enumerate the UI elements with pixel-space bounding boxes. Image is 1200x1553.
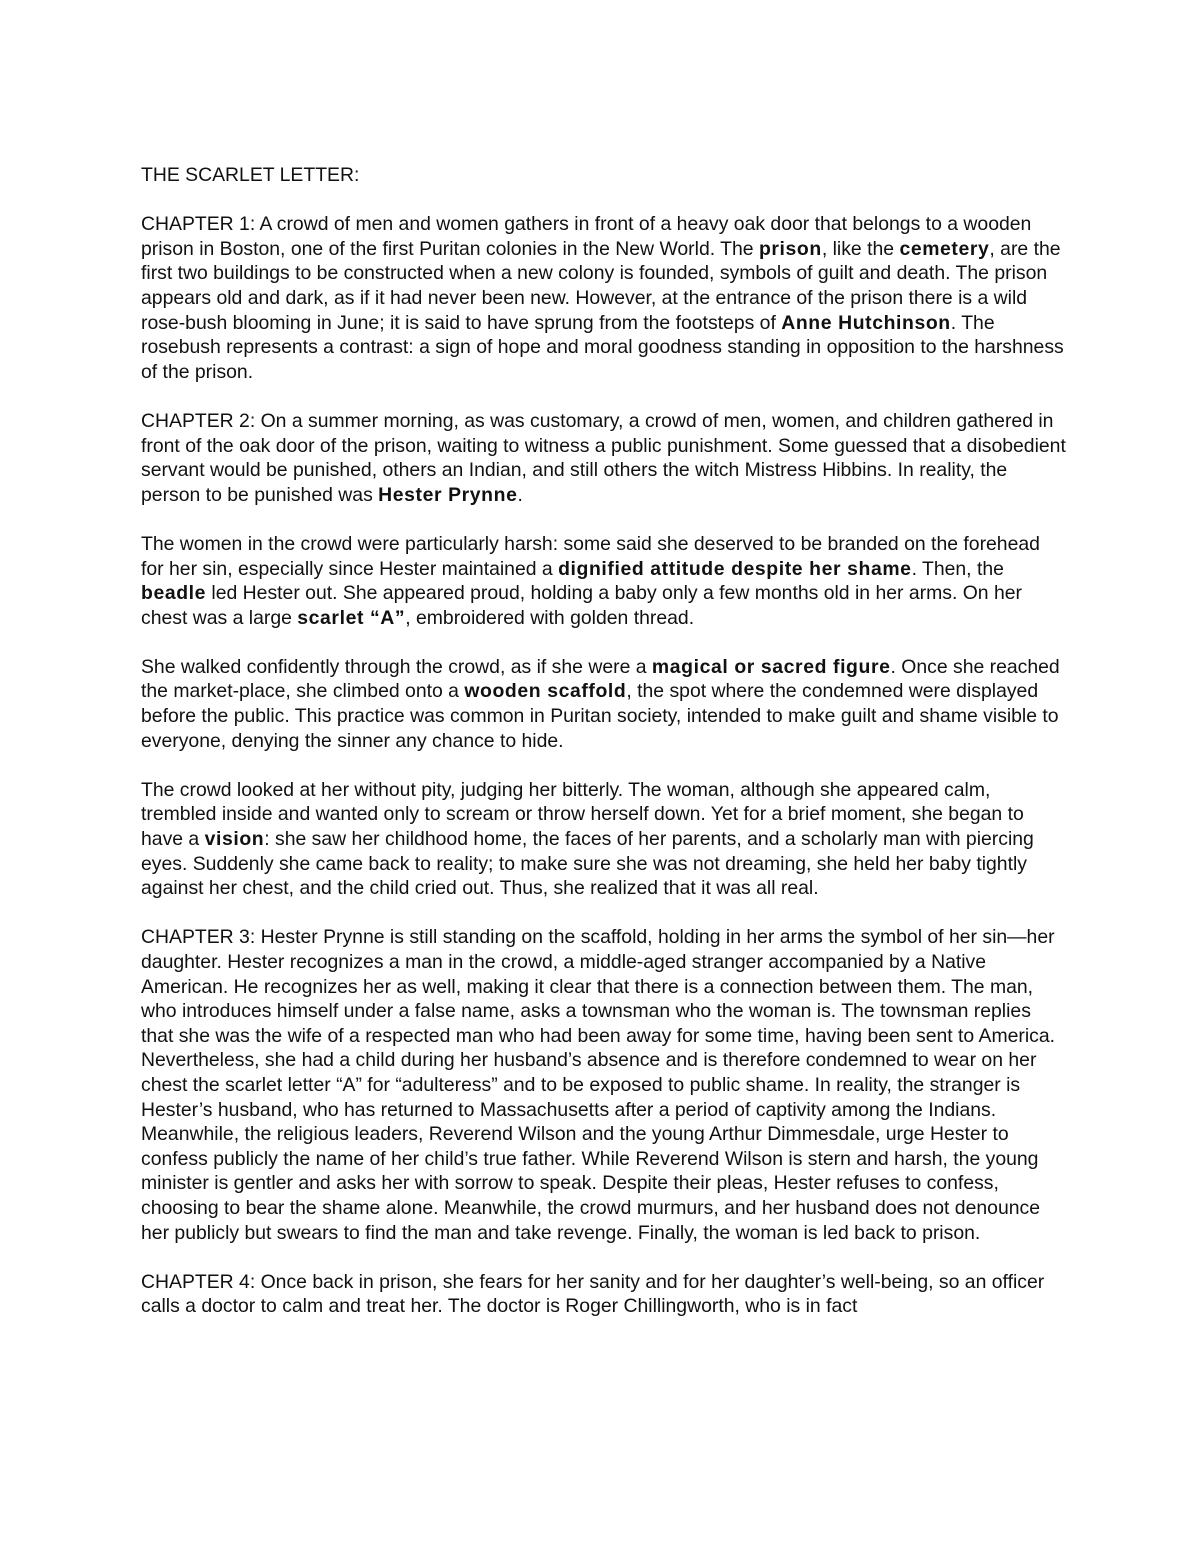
emphasized-term: prison [758, 237, 822, 260]
paragraph-text: The women in the crowd were particularly harsh: some said she deserved to be branded on the forehead for her sin, especially since Hester maintained a [141, 532, 1040, 580]
emphasized-term: cemetery [899, 237, 990, 260]
paragraph-text: CHAPTER 3: Hester Prynne is still standing on the scaffold, holding in her arms the symbol of her sin—her daughter. Hester recognizes a man in the crowd, a middle-aged stranger accompanied by a Native American. He recognizes her as well, making it clear that there is a connection between them. The man, who introduces himself under a false name, asks a townsman who the woman is. The townsman replies that she was the wife of a respected man who had been away for some time, having been sent to America. Nevertheless, she had a child during her husband’s absence and is therefore condemned to wear on her chest the scarlet letter “A” for “adulteress” and to be exposed to public shame. In reality, the stranger is Hester’s husband, who has returned to Massachusetts after a period of captivity among the Indians. Meanwhile, the religious leaders, Reverend Wilson and the young Arthur Dimmesdale, urge Hester to confess publicly the name of her child’s true father. While Reverend Wilson is stern and harsh, the young minister is gentler and asks her with sorrow to speak. Despite their pleas, Hester refuses to confess, choosing to bear the shame alone. Meanwhile, the crowd murmurs, and her husband does not denounce her publicly but swears to find the man and take revenge. Finally, the woman is led back to prison. [141, 926, 1056, 1244]
emphasized-term: wooden scaffold [464, 680, 627, 703]
paragraph-text: , like the [821, 237, 900, 260]
paragraph-text: , embroidered with golden thread. [405, 606, 695, 629]
paragraph-text: . Once she reached the market-place, she climbed onto a [141, 655, 1060, 703]
paragraph [141, 778, 1066, 901]
paragraph-text: . [517, 483, 523, 506]
paragraph-text: , the spot where the condemned were displayed before the public. This practice was common in Puritan society, intended to make guilt and shame visible to everyone, denying the sinner any chance to hide. [141, 680, 1059, 752]
document-title: THE SCARLET LETTER: [141, 164, 360, 186]
paragraph [141, 655, 1066, 753]
emphasized-term: scarlet “A” [297, 606, 406, 629]
paragraph-text: The crowd looked at her without pity, judging her bitterly. The woman, although she appeared calm, trembled inside and wanted only to scream or throw herself down. Yet for a brief moment, she began to have a [141, 778, 1024, 851]
emphasized-term: Anne Hutchinson [781, 311, 951, 334]
paragraph [141, 1270, 1066, 1319]
paragraph [141, 925, 1066, 1245]
emphasized-term: vision [204, 828, 265, 851]
emphasized-term: magical or sacred figure [651, 655, 891, 678]
paragraph-text: led Hester out. She appeared proud, holding a baby only a few months old in her arms. On her chest was a large [141, 582, 1023, 629]
paragraph-text: , are the first two buildings to be constructed when a new colony is founded, symbols of guilt and death. The prison appears old and dark, as if it had never been new. However, at the entrance of the prison there is a wild rose-bush blooming in June; it is said to have sprung from the footsteps of [141, 237, 1061, 334]
paragraph [141, 532, 1066, 630]
paragraph-text: . Then, the [911, 557, 1004, 580]
document-body [141, 212, 1066, 1319]
emphasized-term: beadle [141, 582, 207, 605]
document-page [141, 163, 1066, 1344]
paragraph-text: She walked confidently through the crowd, as if she were a [141, 655, 652, 678]
paragraph-text: : she saw her childhood home, the faces of her parents, and a scholarly man with piercing eyes. Suddenly she came back to reality; to make sure she was not dreaming, she held her baby tightly against her chest, and the child cried out. Thus, she realized that it was all real. [141, 828, 1034, 900]
paragraph-text: CHAPTER 4: Once back in prison, she fears for her sanity and for her daughter’s well-being, so an officer calls a doctor to calm and treat her. The doctor is Roger Chillingworth, who is in fact [141, 1270, 1045, 1318]
paragraph-text: CHAPTER 1: A crowd of men and women gathers in front of a heavy oak door that belongs to a wooden prison in Boston, one of the first Puritan colonies in the New World. The [141, 213, 1032, 260]
paragraph-text: CHAPTER 2: On a summer morning, as was customary, a crowd of men, women, and children gathered in front of the oak door of the prison, waiting to witness a public punishment. Some guessed that a disobedient servant would be punished, others an Indian, and still others the witch Mistress Hibbins. In reality, the person to be punished was [141, 409, 1066, 506]
paragraph [141, 212, 1066, 384]
paragraph-text: . The rosebush represents a contrast: a sign of hope and moral goodness standing in opposition to the harshness of the prison. [141, 311, 1064, 383]
emphasized-term: dignified attitude despite her shame [558, 557, 912, 580]
emphasized-term: Hester Prynne [378, 483, 518, 506]
paragraph [141, 409, 1066, 507]
